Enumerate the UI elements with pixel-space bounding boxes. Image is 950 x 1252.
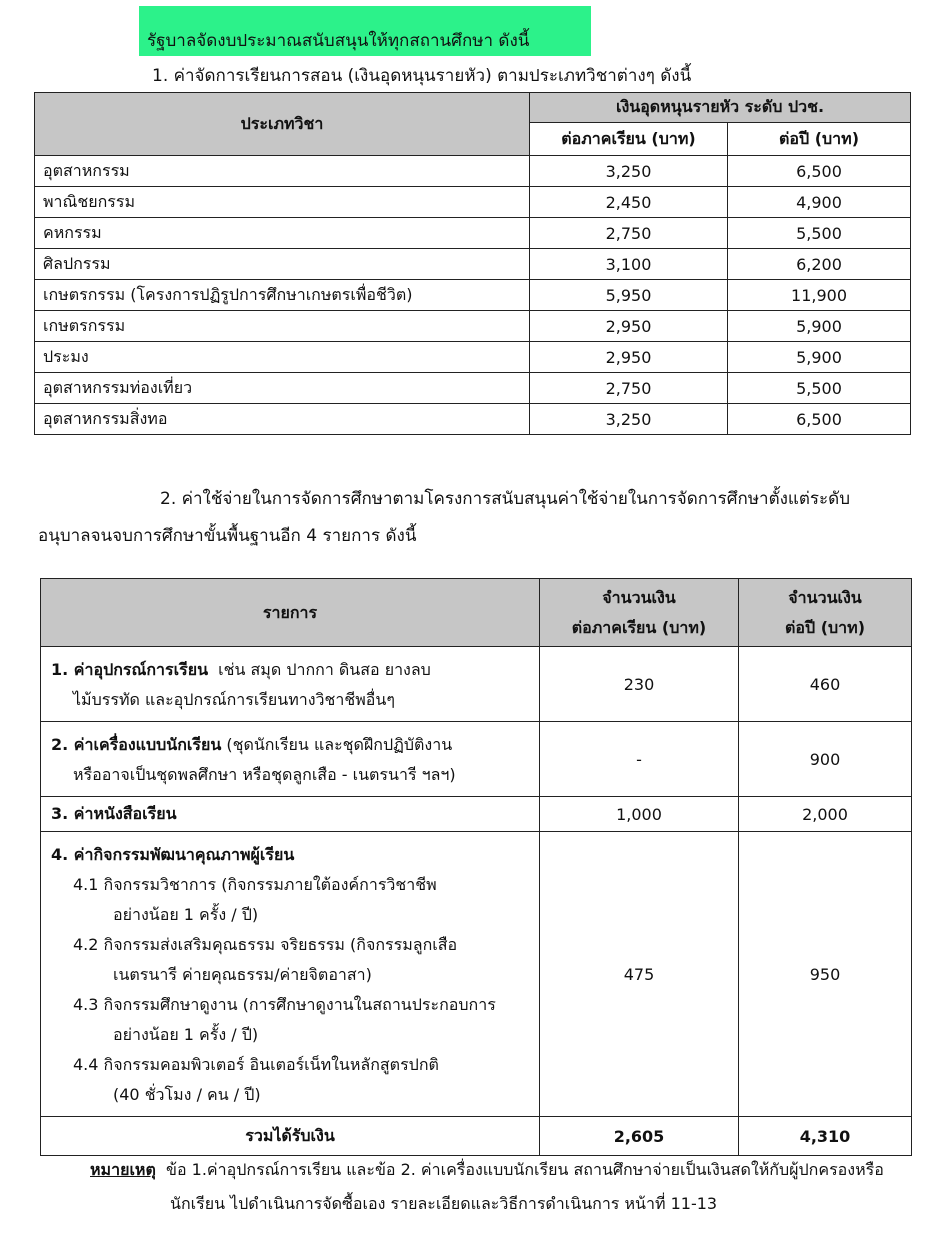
header-per-term: ต่อภาคเรียน (บาท) <box>530 123 728 156</box>
table-row <box>35 342 911 373</box>
table-row <box>41 832 912 1117</box>
table-row <box>35 373 911 404</box>
per-head-subsidy-table <box>34 92 911 435</box>
per-term-value: 3,100 <box>530 249 728 280</box>
term-amount: 1,000 <box>540 797 739 832</box>
per-year-value: 5,500 <box>728 218 911 249</box>
term-amount: 230 <box>540 647 739 722</box>
item-title: 4. ค่ากิจกรรมพัฒนาคุณภาพผู้เรียน <box>51 845 295 864</box>
section2-title-line2: อนุบาลจนจบการศึกษาขั้นพื้นฐานอีก 4 รายการ ดังนี้ <box>38 526 417 546</box>
total-year: 4,310 <box>739 1117 912 1156</box>
per-term-value: 2,750 <box>530 218 728 249</box>
item-cell <box>41 722 540 797</box>
subject-name: ศิลปกรรม <box>35 249 530 280</box>
table-row <box>35 156 911 187</box>
term-amount: 475 <box>540 832 739 1117</box>
subject-name: พาณิชยกรรม <box>35 187 530 218</box>
header-per-year: ต่อปี (บาท) <box>728 123 911 156</box>
table-row <box>35 404 911 435</box>
year-amount: 2,000 <box>739 797 912 832</box>
total-row <box>41 1117 912 1156</box>
title-banner: รัฐบาลจัดงบประมาณสนับสนุนให้ทุกสถานศึกษา ดังนี้ <box>139 6 591 56</box>
table-row <box>35 187 911 218</box>
item-title: 1. ค่าอุปกรณ์การเรียน <box>51 660 208 679</box>
footnote-label: หมายเหตุ <box>90 1160 156 1179</box>
subject-name: ประมง <box>35 342 530 373</box>
per-year-value: 6,500 <box>728 404 911 435</box>
footnote <box>90 1153 920 1221</box>
table-row <box>41 797 912 832</box>
per-term-value: 2,750 <box>530 373 728 404</box>
section1-title: 1. ค่าจัดการเรียนการสอน (เงินอุดหนุนรายหัว) ตามประเภทวิชาต่างๆ ดังนี้ <box>152 66 692 86</box>
subject-name: คหกรรม <box>35 218 530 249</box>
per-term-value: 3,250 <box>530 404 728 435</box>
per-year-value: 5,900 <box>728 311 911 342</box>
header-year-line1: จำนวนเงิน <box>788 587 862 607</box>
header-subject: ประเภทวิชา <box>35 93 530 156</box>
section2-title-line1: 2. ค่าใช้จ่ายในการจัดการศึกษาตามโครงการสนับสนุนค่าใช้จ่ายในการจัดการศึกษาตั้งแต่ระดับ <box>160 489 851 509</box>
sub-item-line1: 4.2 กิจกรรมส่งเสริมคุณธรรม จริยธรรม (กิจกรรมลูกเสือ <box>73 935 458 954</box>
item-title: 2. ค่าเครื่องแบบนักเรียน <box>51 735 222 754</box>
header-year-amount <box>739 579 912 647</box>
header-term-amount <box>540 579 739 647</box>
per-term-value: 2,450 <box>530 187 728 218</box>
per-term-value: 2,950 <box>530 342 728 373</box>
education-expense-table <box>40 578 912 1156</box>
subject-name: อุตสาหกรรมสิ่งทอ <box>35 404 530 435</box>
item-cell <box>41 797 540 832</box>
table-row <box>35 311 911 342</box>
per-year-value: 6,500 <box>728 156 911 187</box>
sub-item-line1: 4.1 กิจกรรมวิชาการ (กิจกรรมภายใต้องค์การวิชาชีพ <box>73 875 437 894</box>
total-label: รวมได้รับเงิน <box>41 1117 540 1156</box>
per-year-value: 5,500 <box>728 373 911 404</box>
per-year-value: 11,900 <box>728 280 911 311</box>
table-row <box>41 722 912 797</box>
table-row <box>35 249 911 280</box>
sub-item-line2: เนตรนารี ค่ายคุณธรรม/ค่ายจิตอาสา) <box>113 965 372 984</box>
table-row <box>35 280 911 311</box>
subject-name: เกษตรกรรม (โครงการปฏิรูปการศึกษาเกษตรเพื่อชีวิต) <box>35 280 530 311</box>
table-row <box>41 647 912 722</box>
per-term-value: 5,950 <box>530 280 728 311</box>
per-year-value: 5,900 <box>728 342 911 373</box>
item-title: 3. ค่าหนังสือเรียน <box>51 804 177 823</box>
term-amount: - <box>540 722 739 797</box>
subject-name: เกษตรกรรม <box>35 311 530 342</box>
table-row <box>35 218 911 249</box>
item-cell <box>41 832 540 1117</box>
header-term-line1: จำนวนเงิน <box>602 587 676 607</box>
item-desc: (ชุดนักเรียน และชุดฝึกปฏิบัติงาน <box>226 735 453 754</box>
per-year-value: 6,200 <box>728 249 911 280</box>
per-year-value: 4,900 <box>728 187 911 218</box>
header-term-line2: ต่อภาคเรียน (บาท) <box>571 617 707 637</box>
item-desc-line2: ไม้บรรทัด และอุปกรณ์การเรียนทางวิชาชีพอื่นๆ <box>73 690 395 709</box>
item-desc: เช่น สมุด ปากกา ดินสอ ยางลบ <box>218 660 431 679</box>
per-term-value: 3,250 <box>530 156 728 187</box>
per-term-value: 2,950 <box>530 311 728 342</box>
sub-item-line1: 4.3 กิจกรรมศึกษาดูงาน (การศึกษาดูงานในสถานประกอบการ <box>73 995 496 1014</box>
header-year-line2: ต่อปี (บาท) <box>784 617 866 637</box>
year-amount: 950 <box>739 832 912 1117</box>
sub-item-line2: อย่างน้อย 1 ครั้ง / ปี) <box>113 1025 259 1044</box>
subject-name: อุตสาหกรรม <box>35 156 530 187</box>
total-term: 2,605 <box>540 1117 739 1156</box>
header-subsidy-group: เงินอุดหนุนรายหัว ระดับ ปวช. <box>530 93 911 123</box>
sub-item-line1: 4.4 กิจกรรมคอมพิวเตอร์ อินเตอร์เน็ทในหลักสูตรปกติ <box>73 1055 439 1074</box>
sub-item-line2: อย่างน้อย 1 ครั้ง / ปี) <box>113 905 259 924</box>
year-amount: 460 <box>739 647 912 722</box>
header-item: รายการ <box>41 579 540 647</box>
sub-item-line2: (40 ชั่วโมง / คน / ปี) <box>113 1085 261 1104</box>
item-desc-line2: หรืออาจเป็นชุดพลศึกษา หรือชุดลูกเสือ - เนตรนารี ฯลฯ) <box>73 765 456 784</box>
year-amount: 900 <box>739 722 912 797</box>
footnote-text1: ข้อ 1.ค่าอุปกรณ์การเรียน และข้อ 2. ค่าเครื่องแบบนักเรียน สถานศึกษาจ่ายเป็นเงินสดให้กับผู้ปกครองหรือ <box>166 1160 884 1179</box>
item-cell <box>41 647 540 722</box>
footnote-text2: นักเรียน ไปดำเนินการจัดซื้อเอง รายละเอียดและวิธีการดำเนินการ หน้าที่ 11-13 <box>170 1194 718 1213</box>
subject-name: อุตสาหกรรมท่องเที่ยว <box>35 373 530 404</box>
